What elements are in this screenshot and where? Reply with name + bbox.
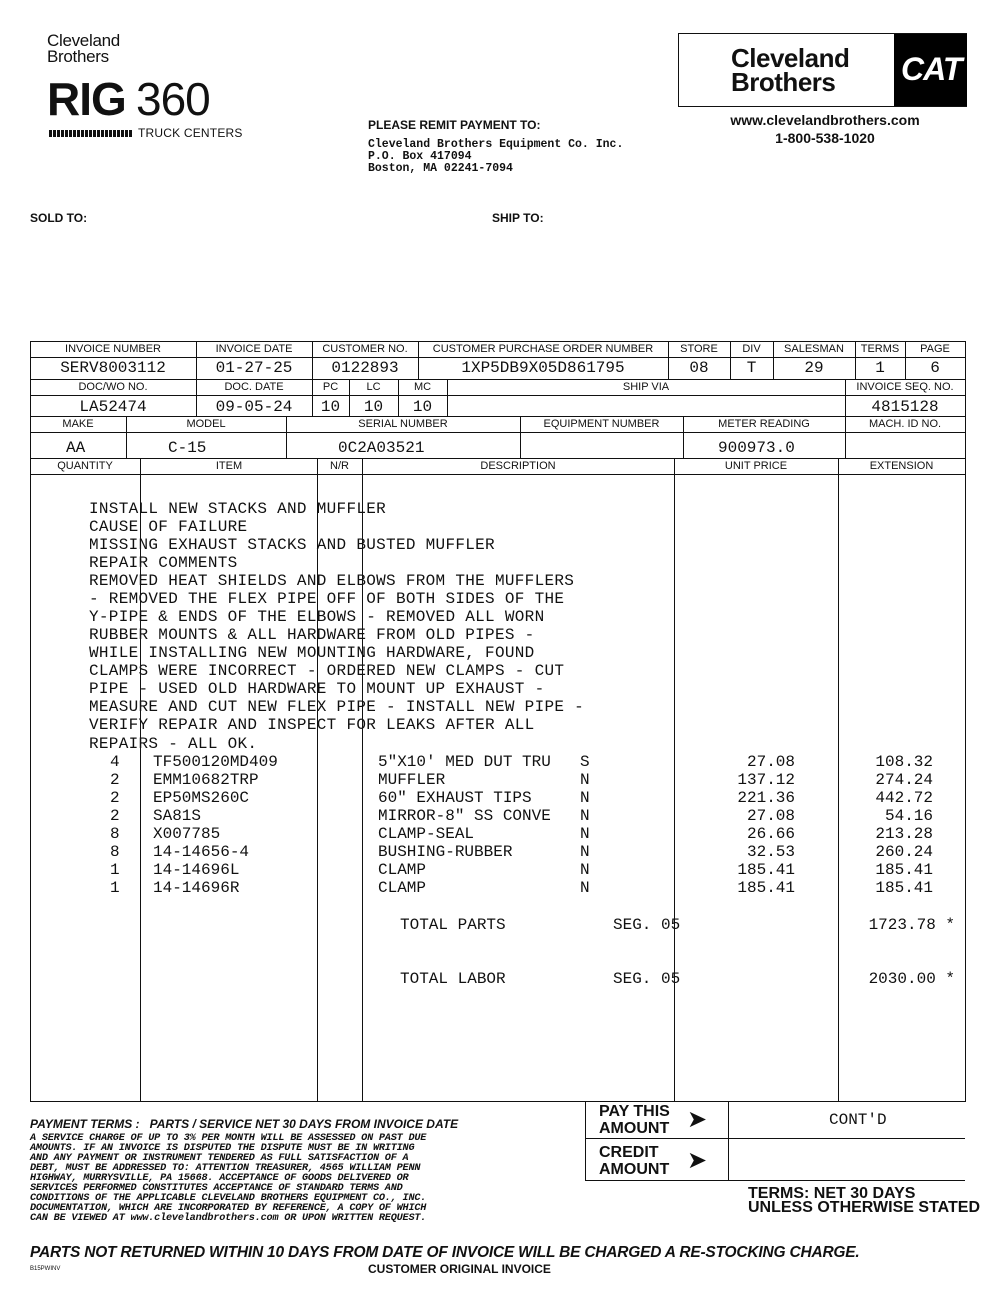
hdr-extension: EXTENSION [869,460,934,472]
item-nr: N [580,789,590,807]
logo-truck-centers: TRUCK CENTERS [138,126,243,140]
item-nr: S [580,753,590,771]
customer-original-invoice: CUSTOMER ORIGINAL INVOICE [368,1262,551,1276]
total-labor-label: TOTAL LABOR [400,970,506,988]
item-number: EP50MS260C [153,789,250,807]
pay-this-label-1: PAY THIS [599,1103,670,1120]
fine-print-line: SERVICES PERFORMED CONSTITUTES ACCEPTANCE OF STANDARD TERMS AND [30,1183,403,1194]
desc-line-4: REPAIR COMMENTS [89,554,238,572]
logo-company-line1: Cleveland [47,31,120,50]
desc-line-8: RUBBER MOUNTS & ALL HARDWARE FROM OLD PIPES - [89,626,535,644]
item-number: X007785 [153,825,221,843]
make: AA [66,439,86,457]
desc-line-1: INSTALL NEW STACKS AND MUFFLER [89,500,387,518]
logo-right-line1: Cleveland [731,43,850,73]
pay-this-label-2: AMOUNT [599,1120,670,1137]
hdr-model: MODEL [186,418,226,430]
hdr-page: PAGE [920,343,950,355]
item-desc: CLAMP [378,879,427,897]
item-nr: N [580,771,590,789]
item-desc: MIRROR-8" SS CONVE [378,807,551,825]
pay-amount-box [585,1101,965,1181]
hdr-invoice-number: INVOICE NUMBER [65,343,161,355]
div: T [746,359,757,377]
desc-line-12: MEASURE AND CUT NEW FLEX PIPE - INSTALL NEW PIPE - [89,698,585,716]
remit-line3: Boston, MA 02241-7094 [368,162,513,175]
hdr-ship-via: SHIP VIA [622,381,670,393]
item-unit-price: 221.36 [737,789,795,807]
rig360-logo [47,32,247,142]
total-labor-seg: SEG. 05 [613,970,681,988]
fine-print-line: AMOUNTS. IF AN INVOICE IS DISPUTED THE DISPUTE MUST BE IN WRITING [30,1143,415,1154]
meter-reading: 900973.0 [718,439,795,457]
item-nr: N [580,861,590,879]
total-parts-label: TOTAL PARTS [400,916,506,934]
item-unit-price: 137.12 [737,771,795,789]
invoice-number: SERV8003112 [60,359,166,377]
sold-to-label: SOLD TO: [30,211,88,225]
item-number: SA81S [153,807,202,825]
desc-line-6: - REMOVED THE FLEX PIPE OFF OF BOTH SIDES OF THE [89,590,565,608]
hdr-make: MAKE [62,418,94,430]
cat-logo-block [894,34,967,106]
item-qty: 2 [110,807,120,825]
customer-po: 1XP5DB9X05D861795 [461,359,625,377]
item-qty: 8 [110,825,120,843]
company-phone: 1-800-538-1020 [775,130,875,146]
hdr-customer-po: CUSTOMER PURCHASE ORDER NUMBER [432,343,654,355]
hdr-item: ITEM [215,460,243,472]
item-desc: 5"X10' MED DUT TRU [378,753,551,771]
item-unit-price: 26.66 [746,825,795,843]
item-desc: 60" EXHAUST TIPS [378,789,532,807]
item-desc: BUSHING-RUBBER [378,843,513,861]
hdr-equipment-number: EQUIPMENT NUMBER [543,418,660,430]
item-desc: MUFFLER [378,771,446,789]
hdr-div: DIV [742,343,761,355]
hdr-description: DESCRIPTION [480,460,556,472]
desc-line-5: REMOVED HEAT SHIELDS AND ELBOWS FROM THE MUFFLERS [89,572,575,590]
pay-this-amount: CONT'D [829,1111,887,1129]
total-parts-seg: SEG. 05 [613,916,681,934]
item-qty: 2 [110,789,120,807]
item-nr: N [580,879,590,897]
hdr-mach-id: MACH. ID NO. [868,418,942,430]
fine-print-line: A SERVICE CHARGE OF UP TO 3% PER MONTH WILL BE ASSESSED ON PAST DUE [30,1133,427,1144]
ship-to-label: SHIP TO: [492,211,544,225]
item-desc: CLAMP [378,861,427,879]
desc-line-14: REPAIRS - ALL OK. [89,735,258,753]
item-extension: 185.41 [875,861,933,879]
hdr-customer-no: CUSTOMER NO. [322,343,408,355]
hdr-lc: LC [366,381,381,393]
item-extension: 185.41 [875,879,933,897]
store: 08 [689,359,709,377]
doc-wo-no: LA52474 [79,398,147,416]
model: C-15 [168,439,207,457]
desc-line-10: CLAMPS WERE INCORRECT - ORDERED NEW CLAMPS - CUT [89,662,565,680]
item-desc: CLAMP-SEAL [378,825,475,843]
payment-terms [30,1117,458,1131]
hdr-unit-price: UNIT PRICE [724,460,788,472]
fine-print [30,1134,426,1224]
item-extension: 260.24 [875,843,933,861]
fine-print-line: CAN BE VIEWED AT www.clevelandbrothers.com OR UPON WRITTEN REQUEST. [30,1213,427,1224]
mc-value: 10 [412,398,433,416]
fine-print-line: CONDITIONS OF THE APPLICABLE CLEVELAND BROTHERS EQUIPMENT CO., INC. [30,1193,427,1204]
item-extension: 108.32 [875,753,933,771]
hdr-nr: N/R [330,460,349,472]
invoice-seq-no: 4815128 [871,398,939,416]
item-extension: 213.28 [875,825,933,843]
desc-line-9: WHILE INSTALLING NEW MOUNTING HARDWARE, FOUND [89,644,535,662]
hdr-quantity: QUANTITY [57,460,113,472]
item-qty: 4 [110,753,120,771]
hdr-mc: MC [413,381,432,393]
hdr-doc-wo-no: DOC/WO NO. [78,381,148,393]
remit-line2: P.O. Box 417094 [368,150,472,163]
invoice-date: 01-27-25 [215,359,293,377]
item-extension: 54.16 [884,807,933,825]
credit-label-1: CREDIT [599,1144,659,1161]
item-number: TF500120MD409 [153,753,278,771]
lc-value: 10 [363,398,384,416]
logo-company-line2: Brothers [47,47,109,66]
salesman: 29 [804,359,824,377]
arrow-right-icon: ➤ [687,1147,708,1174]
serial-number: 0C2A03521 [338,439,425,457]
remit-line1: Cleveland Brothers Equipment Co. Inc. [368,138,624,151]
total-labor-amount: 2030.00 * [868,970,955,988]
hdr-serial-number: SERIAL NUMBER [358,418,448,430]
item-qty: 2 [110,771,120,789]
logo-rig-text: RIG [47,73,126,125]
item-qty: 1 [110,879,120,897]
item-number: 14-14656-4 [153,843,250,861]
fine-print-line: HIGHWAY, MURRYSVILLE, PA 15668. ACCEPTANCE OF GOODS DELIVERED OR [30,1173,409,1184]
logo-stripe-bar [49,130,133,137]
item-qty: 8 [110,843,120,861]
desc-line-13: VERIFY REPAIR AND INSPECT FOR LEAKS AFTER ALL [89,716,535,734]
payment-terms-label: PAYMENT TERMS : [30,1117,140,1131]
terms-net-30: TERMS: NET 30 DAYS [748,1185,916,1202]
item-unit-price: 27.08 [746,807,795,825]
restocking-notice: PARTS NOT RETURNED WITHIN 10 DAYS FROM DATE OF INVOICE WILL BE CHARGED A RE-STOCKING CHARGE. [30,1244,860,1261]
desc-line-7: Y-PIPE & ENDS OF THE ELBOWS - REMOVED ALL WORN [89,608,545,626]
item-extension: 442.72 [875,789,933,807]
hdr-meter-reading: METER READING [718,418,810,430]
payment-terms-value: PARTS / SERVICE NET 30 DAYS FROM INVOICE DATE [149,1117,459,1131]
item-extension: 274.24 [875,771,933,789]
fine-print-line: DEBT, MUST BE ADDRESSED TO: ATTENTION TREASURER, 4565 WILLIAM PENN [30,1163,421,1174]
item-nr: N [580,807,590,825]
item-nr: N [580,825,590,843]
item-number: EMM10682TRP [153,771,259,789]
company-website: www.clevelandbrothers.com [730,112,920,128]
hdr-doc-date: DOC. DATE [224,381,284,393]
item-unit-price: 185.41 [737,861,795,879]
customer-no: 0122893 [331,359,399,377]
hdr-salesman: SALESMAN [784,343,844,355]
logo-360-text: 360 [136,73,210,125]
terms-unless-stated: UNLESS OTHERWISE STATED [748,1199,981,1216]
item-unit-price: 27.08 [746,753,795,771]
item-qty: 1 [110,861,120,879]
terms: 1 [875,359,885,377]
desc-line-3: MISSING EXHAUST STACKS AND BUSTED MUFFLER [89,536,495,554]
item-nr: N [580,843,590,861]
item-unit-price: 32.53 [746,843,795,861]
fine-print-line: AND ANY PAYMENT OR INSTRUMENT TENDERED AS FULL SATISFACTION OF A [30,1153,409,1164]
form-number: B15PWINV [30,1266,61,1272]
arrow-right-icon: ➤ [687,1106,708,1133]
pc-value: 10 [320,398,341,416]
fine-print-line: DOCUMENTATION, WHICH ARE INCORPORATED BY REFERENCE, A COPY OF WHICH [30,1203,427,1214]
item-number: 14-14696R [153,879,240,897]
hdr-terms: TERMS [860,343,900,355]
desc-line-11: PIPE - USED OLD HARDWARE TO MOUNT UP EXHAUST - [89,680,545,698]
desc-line-2: CAUSE OF FAILURE [89,518,248,536]
doc-date: 09-05-24 [215,398,293,416]
hdr-invoice-date: INVOICE DATE [215,343,293,355]
logo-right-line2: Brothers [731,67,836,97]
cleveland-cat-logo [678,33,967,107]
hdr-store: STORE [680,343,718,355]
remit-label: PLEASE REMIT PAYMENT TO: [368,118,541,132]
hdr-pc: PC [322,381,339,393]
credit-label-2: AMOUNT [599,1161,670,1178]
hdr-invoice-seq: INVOICE SEQ. NO. [856,381,954,393]
item-unit-price: 185.41 [737,879,795,897]
item-number: 14-14696L [153,861,240,879]
page-number: 6 [930,359,940,377]
total-parts-amount: 1723.78 * [868,916,955,934]
cat-logo-text: CAT [901,51,962,87]
